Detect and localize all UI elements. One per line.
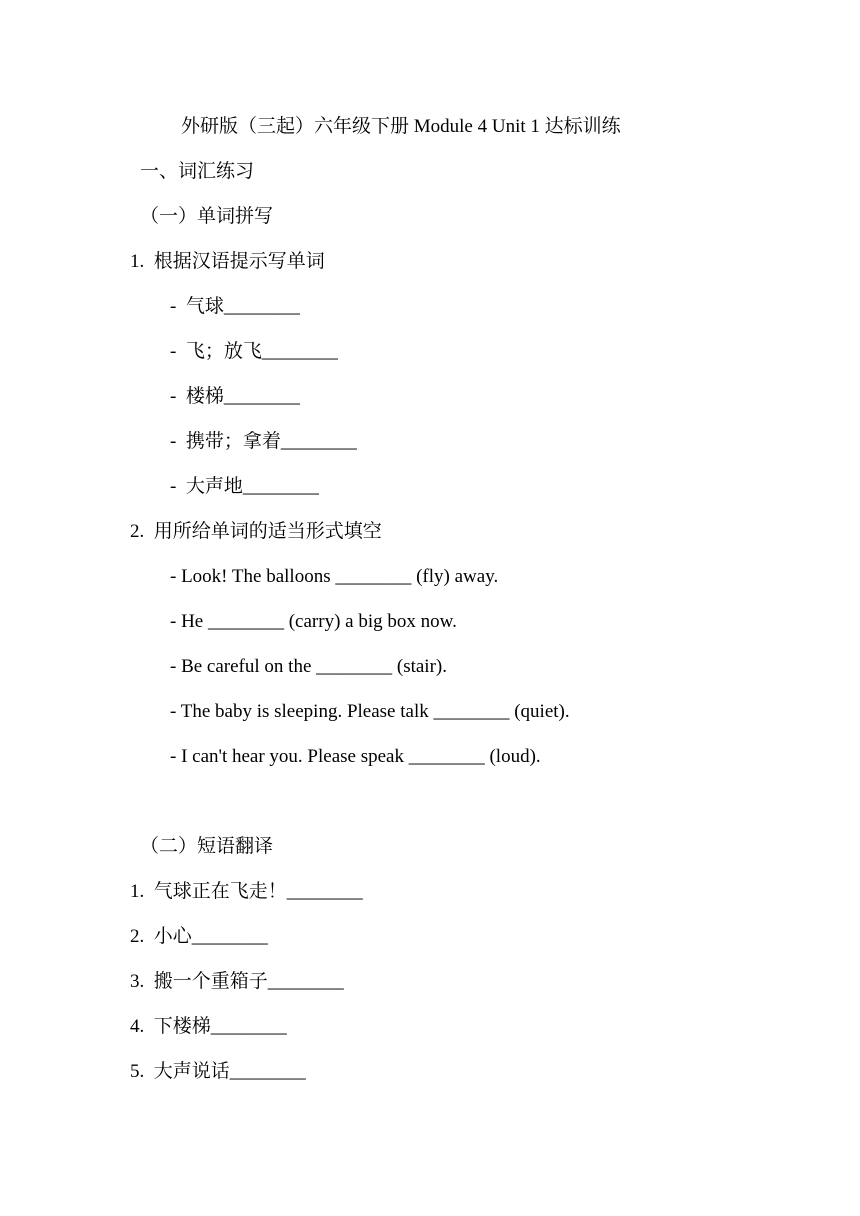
list-item: 5. 大声说话________: [130, 1061, 306, 1082]
list-item: - Be careful on the ________ (stair).: [170, 656, 447, 677]
list-item: - I can't hear you. Please speak ________ (loud).: [170, 746, 541, 767]
list-item: - 楼梯________: [170, 386, 300, 407]
subsection-heading-phrase-translation: （二）短语翻译: [140, 836, 274, 857]
list-item: - 气球________: [170, 296, 300, 317]
list-item: - Look! The balloons ________ (fly) away.: [170, 566, 499, 587]
list-item: 1. 气球正在飞走！________: [130, 881, 363, 902]
list-item: - 携带；拿着________: [170, 431, 357, 452]
subsection-heading-spelling: （一）单词拼写: [140, 206, 274, 227]
list-item: - The baby is sleeping. Please talk ________ (quiet).: [170, 701, 570, 722]
list-item: - 飞；放飞________: [170, 341, 338, 362]
section-heading-vocabulary: 一、词汇练习: [140, 161, 255, 182]
list-item: 4. 下楼梯________: [130, 1016, 287, 1037]
question-2-prompt: 2. 用所给单词的适当形式填空: [130, 521, 382, 542]
list-item: 2. 小心________: [130, 926, 268, 947]
list-item: 3. 搬一个重箱子________: [130, 971, 344, 992]
question-1-prompt: 1. 根据汉语提示写单词: [130, 251, 325, 272]
list-item: - 大声地________: [170, 476, 319, 497]
page-title: 外研版（三起）六年级下册 Module 4 Unit 1 达标训练: [181, 116, 621, 137]
list-item: - He ________ (carry) a big box now.: [170, 611, 457, 632]
